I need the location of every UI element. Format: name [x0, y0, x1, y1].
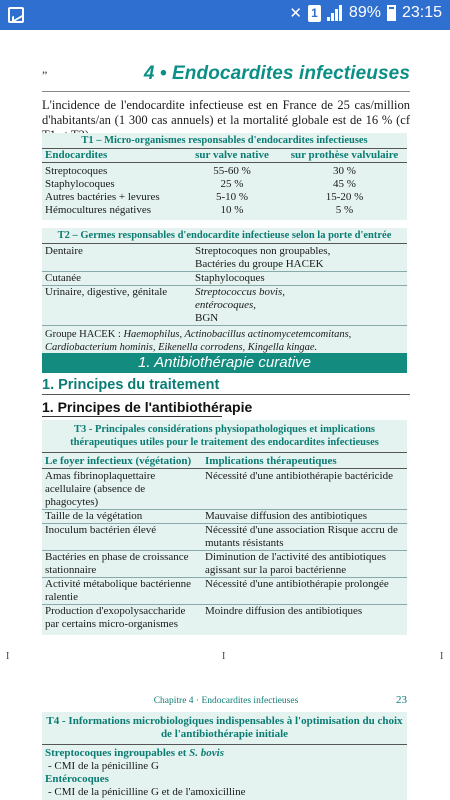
table-cell: 5 % [335, 204, 354, 216]
table-cell: Bactéries en phase de croissance stationnaire [45, 551, 189, 576]
table-cell: Streptocoques [45, 165, 108, 177]
mute-icon: ✕ [289, 5, 302, 22]
table-row [42, 272, 407, 286]
battery-percent: 89% [348, 4, 381, 21]
table-t3 [42, 420, 407, 635]
table-cell: Amas fibrinoplaquettaire acellulaire (absence de phagocytes) [45, 470, 156, 508]
quote-mark: ” [42, 68, 48, 82]
t4-group-label-text: Streptocoques ingroupables et [45, 747, 190, 759]
running-header: Chapitre 4 · Endocardites infectieuses [153, 696, 299, 706]
t4-group-label [42, 773, 407, 786]
page-crop-mark: I [6, 651, 10, 662]
battery-icon [387, 5, 396, 21]
table-cell: Nécessité d'une antibiothérapie bactéricide [205, 470, 393, 482]
table-cell [192, 245, 407, 271]
page-number: 23 [396, 694, 407, 706]
table-cell [192, 286, 407, 325]
table-t4-title: T4 - Informations microbiologiques indispensables à l'optimisation du choix de l'antibiothérapie initiale [42, 712, 407, 745]
table-cell: Cutanée [45, 272, 82, 284]
section-banner: 1. Antibiothérapie curative [42, 353, 407, 373]
heading-principes-traitement: 1. Principes du traitement [42, 377, 410, 395]
table-cell: Nécessité d'une association Risque accru de mutants résistants [205, 524, 398, 549]
table-cell: Mauvaise diffusion des antibiotiques [205, 510, 368, 522]
table-row [42, 286, 407, 326]
germ-line: BGN [195, 312, 219, 324]
table-cell: Dentaire [45, 245, 83, 257]
t4-item: - CMI de la pénicilline G [48, 760, 159, 772]
table-t2 [42, 228, 407, 357]
status-icons [289, 4, 442, 22]
table-row [42, 469, 407, 510]
table-header-cell: Endocardites [45, 149, 108, 161]
signal-icon [327, 5, 343, 21]
table-header-cell: Le foyer infectieux (végétation) [45, 455, 192, 467]
germ-line: entérocoques, [195, 299, 256, 311]
table-cell: Urinaire, digestive, génitale [45, 286, 168, 298]
table-cell: Diminution de l'activité des antibiotiques agissant sur la paroi bactérienne [205, 551, 387, 576]
table-cell: Staphylocoques [195, 272, 265, 284]
document-page[interactable] [0, 30, 450, 800]
germ-line: Streptococcus bovis, [195, 286, 286, 298]
table-row [42, 191, 407, 204]
clock: 23:15 [401, 4, 442, 21]
t4-item: - CMI de la pénicilline G et de l'amoxicilline [48, 786, 246, 798]
table-cell: 5-10 % [215, 191, 249, 203]
table-row [42, 244, 407, 272]
hacek-note-text: Haemophilus, Actinobacillus actinomycetemcomitans, Cardiobacterium hominis, Eikenella corrodens, Kingella kingae. [45, 329, 352, 353]
table-cell: Moindre diffusion des antibiotiques [205, 605, 363, 617]
table-t1-header [42, 149, 407, 163]
germ-line: Bactéries du groupe HACEK [195, 258, 324, 270]
t4-group-label-text: Entérocoques [45, 773, 109, 785]
page-crop-mark: I [222, 651, 226, 662]
table-cell: Production d'exopolysaccharide par certains micro-organismes [45, 605, 186, 630]
table-cell: Staphylocoques [45, 178, 115, 190]
sim-icon: 1 [308, 5, 321, 22]
table-cell: Taille de la végétation [45, 510, 143, 522]
table-header-cell: sur prothèse valvulaire [290, 149, 399, 161]
table-row [42, 605, 407, 635]
status-bar [0, 0, 450, 30]
gallery-icon[interactable] [8, 7, 24, 23]
table-cell: Activité métabolique bactérienne ralentie [45, 578, 191, 603]
page-crop-mark: I [440, 651, 444, 662]
table-cell: Inoculum bactérien élevé [45, 524, 157, 536]
table-cell: 30 % [333, 165, 356, 177]
table-cell: Nécessité d'une antibiothérapie prolongée [205, 578, 389, 590]
table-t2-title: T2 – Germes responsables d'endocardite infectieuse selon la porte d'entrée [42, 228, 407, 244]
table-cell: Autres bactéries + levures [45, 191, 160, 203]
table-t3-header [42, 453, 407, 469]
table-t1-title: T1 – Micro-organismes responsables d'endocardites infectieuses [42, 133, 407, 149]
table-cell: 10 % [220, 204, 244, 216]
table-t3-title: T3 - Principales considérations physiopathologiques et implications thérapeutiques utiles pour le traitement des endocardites infectieuses [42, 420, 407, 453]
t4-group-label [42, 745, 407, 760]
table-t1 [42, 133, 407, 220]
table-row [42, 578, 407, 605]
table-row [42, 178, 407, 191]
table-row [42, 524, 407, 551]
chapter-title: 4 • Endocardites infectieuses [143, 63, 410, 84]
heading-rule [42, 416, 222, 417]
table-row [42, 551, 407, 578]
table-t4 [42, 712, 407, 800]
intro-paragraph: L'incidence de l'endocardite infectieuse est en France de 25 cas/million d'habitants/an (1 300 cas annuels) et la mortalité globale est de 16 % (cf [42, 98, 410, 127]
heading-principes-antibiotherapie: 1. Principes de l'antibiothérapie [42, 399, 253, 415]
hacek-note-prefix: Groupe HACEK : [45, 329, 124, 340]
table-header-cell: Implications thérapeutiques [205, 455, 337, 467]
table-row [42, 163, 407, 178]
t4-group-label-italic: S. bovis [189, 747, 224, 759]
table-row [42, 510, 407, 524]
table-cell: 25 % [220, 178, 244, 190]
table-cell: 15-20 % [325, 191, 364, 203]
table-header-cell: sur valve native [195, 149, 269, 161]
table-row [42, 204, 407, 220]
table-cell: 45 % [333, 178, 356, 190]
table-cell: Hémocultures négatives [45, 204, 151, 216]
germ-line: Streptocoques non groupables, [195, 245, 331, 257]
table-cell: 55-60 % [213, 165, 251, 177]
title-rule [42, 91, 410, 92]
